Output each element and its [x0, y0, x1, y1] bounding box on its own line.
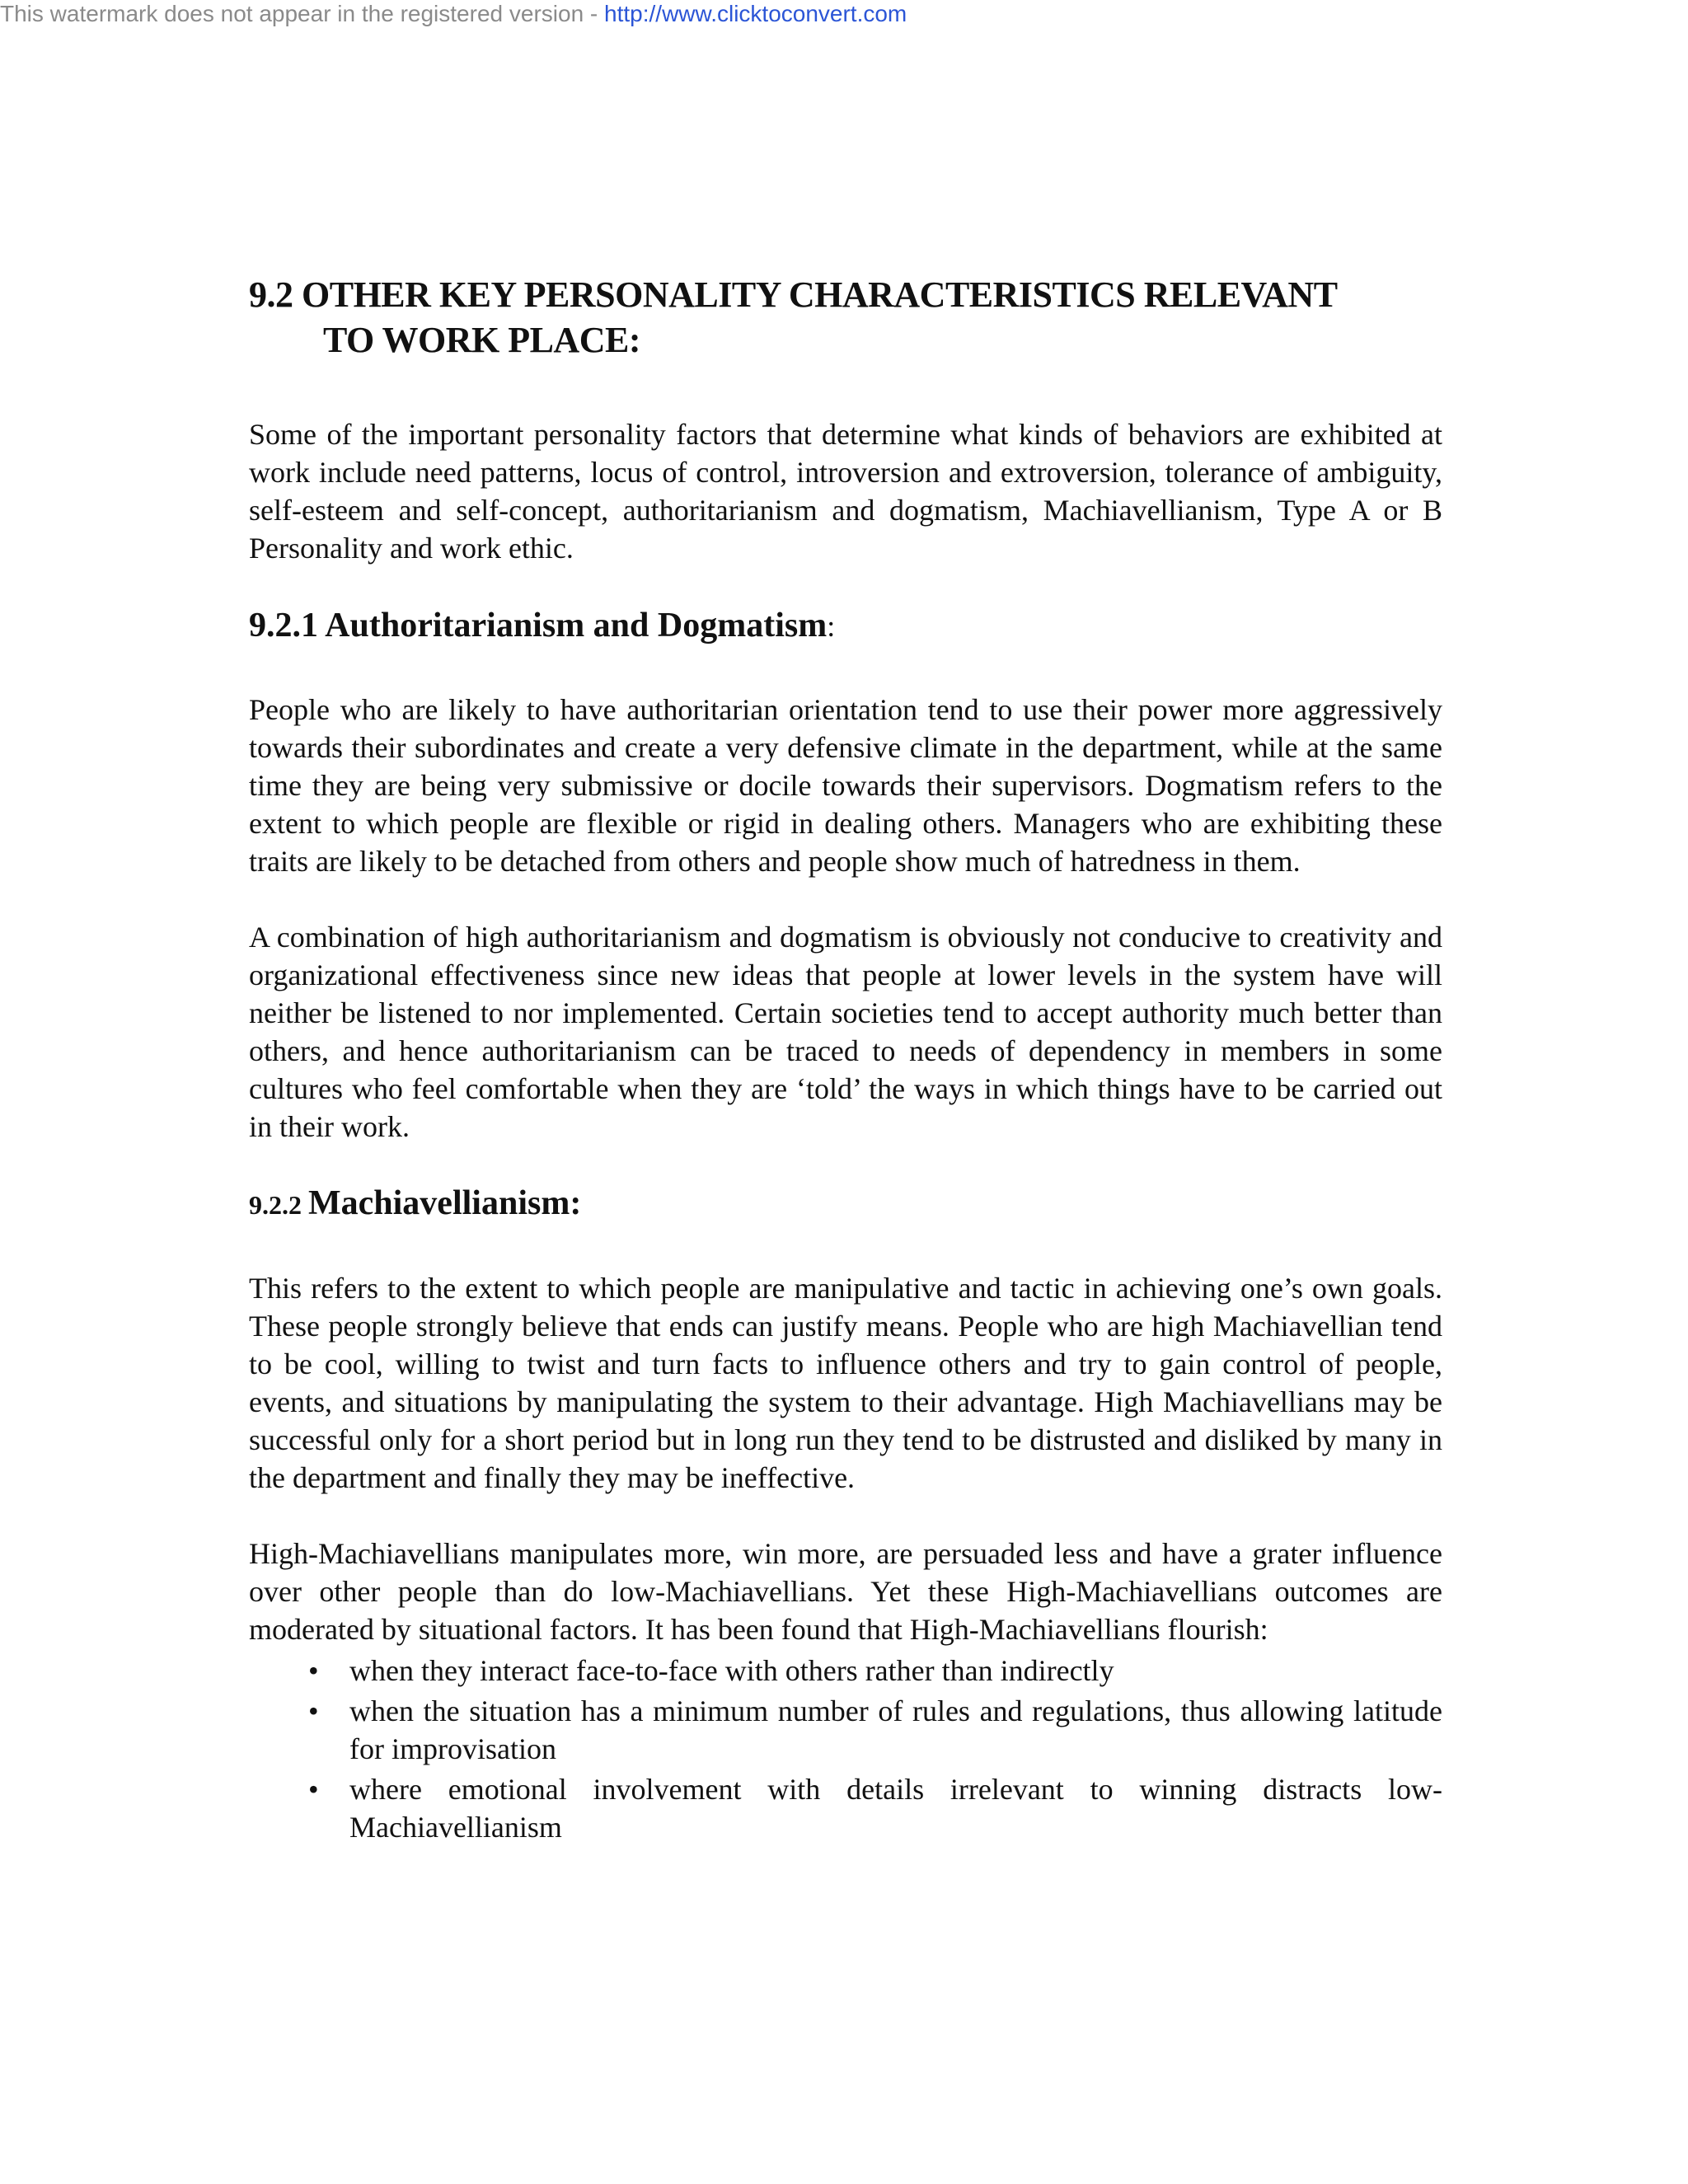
authoritarianism-paragraph-2: A combination of high authoritarianism and dogmatism is obviously not conducive to creativity and organizational effectiveness since new ideas that people at lower levels in the system have will neither be listened to nor implemented. Certain societies tend to accept authority much better than others, and hence authoritarianism can be traced to needs of dependency in members in some cultures who feel comfortable when they are ‘told’ the ways in which things have to be carried out in their work. — [249, 921, 1442, 1143]
watermark-text: This watermark does not appear in the registered version - — [0, 1, 605, 26]
bullet-icon: • — [308, 1773, 319, 1806]
watermark-link[interactable]: http://www.clicktoconvert.com — [604, 1, 907, 26]
list-item — [249, 1652, 1442, 1690]
list-item — [249, 1770, 1442, 1846]
subsection-heading-authoritarianism — [249, 604, 1442, 648]
list-item-text: when the situation has a minimum number of rules and regulations, thus allowing latitude for improvisation — [349, 1694, 1442, 1765]
list-item-text: when they interact face-to-face with others rather than indirectly — [349, 1654, 1114, 1687]
section-title-line1: 9.2 OTHER KEY PERSONALITY CHARACTERISTICS RELEVANT — [249, 274, 1338, 315]
subsection-heading-text: 9.2.1 Authoritarianism and Dogmatism — [249, 607, 828, 644]
list-item — [249, 1692, 1442, 1768]
machiavellianism-paragraph-2: High-Machiavellians manipulates more, win more, are persuaded less and have a grater influence over other people than do low-Machiavellians. Yet these High-Machiavellians outcomes are moderated by situational factors. It has been found that High-Machiavellians flourish: — [249, 1537, 1442, 1646]
section-title-line2: TO WORK PLACE: — [323, 320, 640, 360]
subsection-heading-text: Machiavellianism: — [308, 1184, 582, 1222]
conditions-list — [249, 1652, 1442, 1846]
watermark-banner — [0, 0, 907, 28]
bullet-icon: • — [308, 1654, 319, 1687]
subsection-number: 9.2.2 — [249, 1190, 308, 1220]
subsection-heading-colon: : — [827, 610, 836, 643]
document-page — [249, 272, 1442, 1849]
list-item-text: where emotional involvement with details irrelevant to winning distracts low-Machiavellianism — [349, 1773, 1442, 1844]
intro-paragraph: Some of the important personality factors that determine what kinds of behaviors are exhibited at work include need patterns, locus of control, introversion and extroversion, tolerance of ambiguity, self-esteem and self-concept, authoritarianism and dogmatism, Machiavellianism, Type A or B Personality and work ethic. — [249, 418, 1442, 565]
authoritarianism-paragraph-1: People who are likely to have authoritarian orientation tend to use their power more aggressively towards their subordinates and create a very defensive climate in the department, while at the same time they are being very submissive or docile towards their supervisors. Dogmatism refers to the extent to which people are flexible or rigid in dealing others. Managers who are exhibiting these traits are likely to be detached from others and people show much of hatredness in them. — [249, 693, 1442, 878]
section-title — [249, 272, 1442, 363]
machiavellianism-paragraph-1: This refers to the extent to which people are manipulative and tactic in achieving one’s own goals. These people strongly believe that ends can justify means. People who are high Machiavellian tend to be cool, willing to twist and turn facts to influence others and try to gain control of people, events, and situations by manipulating the system to their advantage. High Machiavellians may be successful only for a short period but in long run they tend to be distrusted and disliked by many in the department and finally they may be ineffective. — [249, 1272, 1442, 1494]
subsection-heading-machiavellianism — [249, 1182, 1442, 1226]
bullet-icon: • — [308, 1694, 319, 1727]
